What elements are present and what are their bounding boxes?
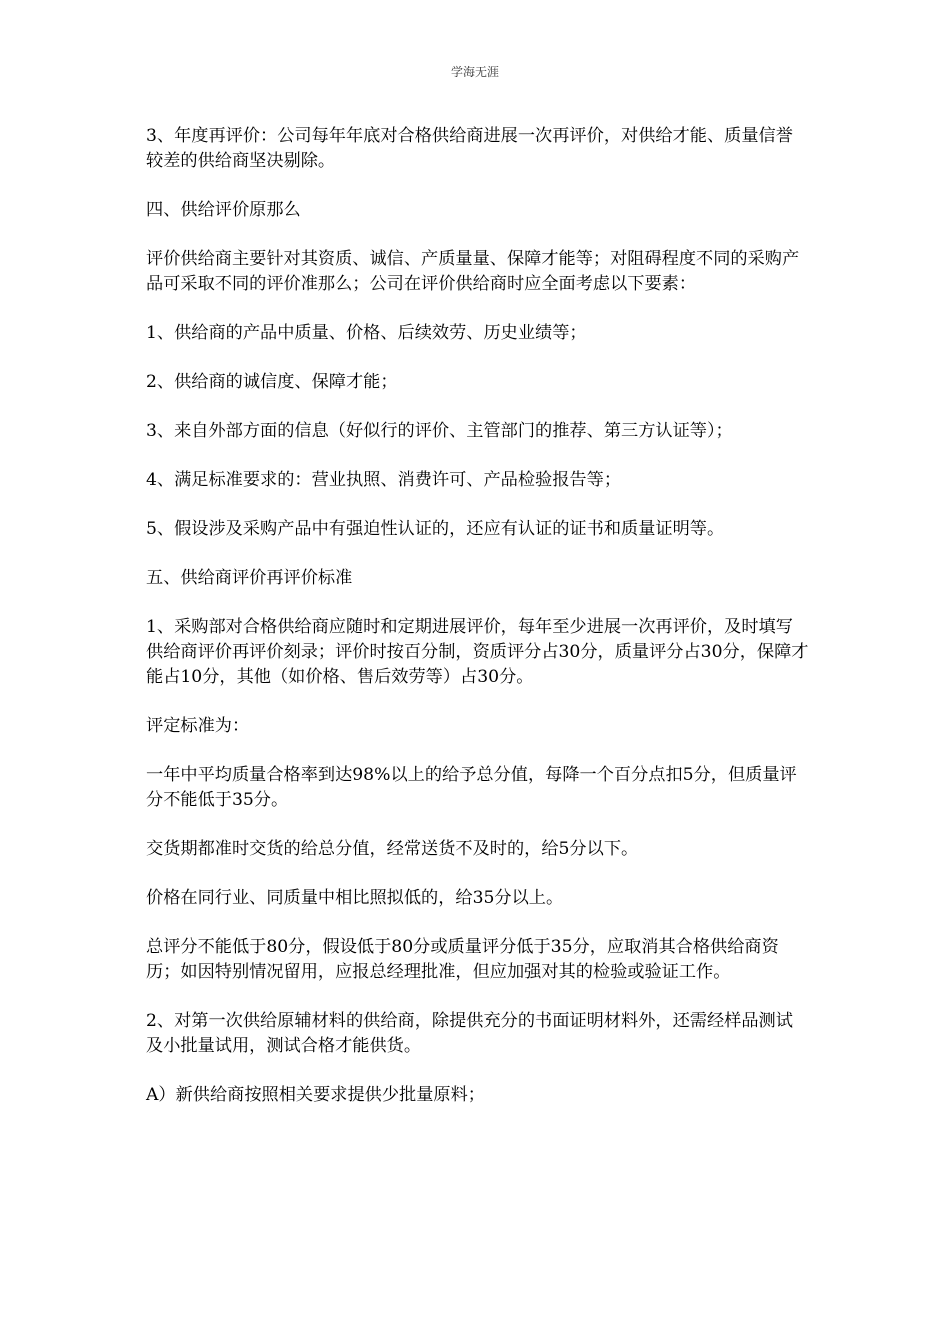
list-item-factor-1: 1、供给商的产品中质量、价格、后续效劳、历史业绩等；: [146, 323, 587, 343]
paragraph-price-criterion: 价格在同行业、同质量中相比照拟低的，给35分以上。: [146, 888, 564, 908]
list-item-factor-4: 4、满足标准要求的：营业执照、消费许可、产品检验报告等；: [146, 470, 622, 490]
list-item-factor-5: 5、假设涉及采购产品中有强迫性认证的，还应有认证的证书和质量证明等。: [146, 519, 725, 539]
page-header: 学海无涯: [450, 65, 499, 79]
document-body: [146, 124, 810, 1132]
section-heading-evaluation-standards: 五、供给商评价再评价标准: [146, 568, 353, 588]
paragraph-standard-1: 1、采购部对合格供给商应随时和定期进展评价，每年至少进展一次再评价，及时填写供给商评价再评价刻录；评价时按百分制，资质评分占30分，质量评分占30分，保障才能占10分，其他（如价格、售后效劳等）占30分。: [146, 617, 809, 687]
paragraph-standard-2: 2、对第一次供给原辅材料的供给商，除提供充分的书面证明材料外，还需经样品测试及小批量试用，测试合格才能供货。: [146, 1011, 793, 1056]
paragraph-criteria-label: 评定标准为：: [146, 716, 250, 736]
paragraph-annual-reevaluation: 3、年度再评价：公司每年年底对合格供给商进展一次再评价，对供给才能、质量信誉较差的供给商坚决剔除。: [146, 126, 793, 171]
paragraph-delivery-criterion: 交货期都准时交货的给总分值，经常送货不及时的，给5分以下。: [146, 839, 639, 859]
list-item-factor-3: 3、来自外部方面的信息（好似行的评价、主管部门的推荐、第三方认证等）；: [146, 421, 733, 441]
paragraph-evaluation-factors: 评价供给商主要针对其资质、诚信、产质量量、保障才能等；对阻碍程度不同的采购产品可采取不同的评价准那么；公司在评价供给商时应全面考虑以下要素：: [146, 249, 800, 294]
paragraph-quality-criterion: 一年中平均质量合格率到达98%以上的给予总分值，每降一个百分点扣5分，但质量评分不能低于35分。: [146, 765, 797, 810]
paragraph-step-a: A）新供给商按照相关要求提供少批量原料；: [146, 1085, 485, 1105]
section-heading-evaluation-principles: 四、供给评价原那么: [146, 200, 301, 220]
paragraph-total-score-criterion: 总评分不能低于80分，假设低于80分或质量评分低于35分，应取消其合格供给商资历；如因特别情况留用，应报总经理批准，但应加强对其的检验或验证工作。: [146, 937, 779, 982]
list-item-factor-2: 2、供给商的诚信度、保障才能；: [146, 372, 398, 392]
